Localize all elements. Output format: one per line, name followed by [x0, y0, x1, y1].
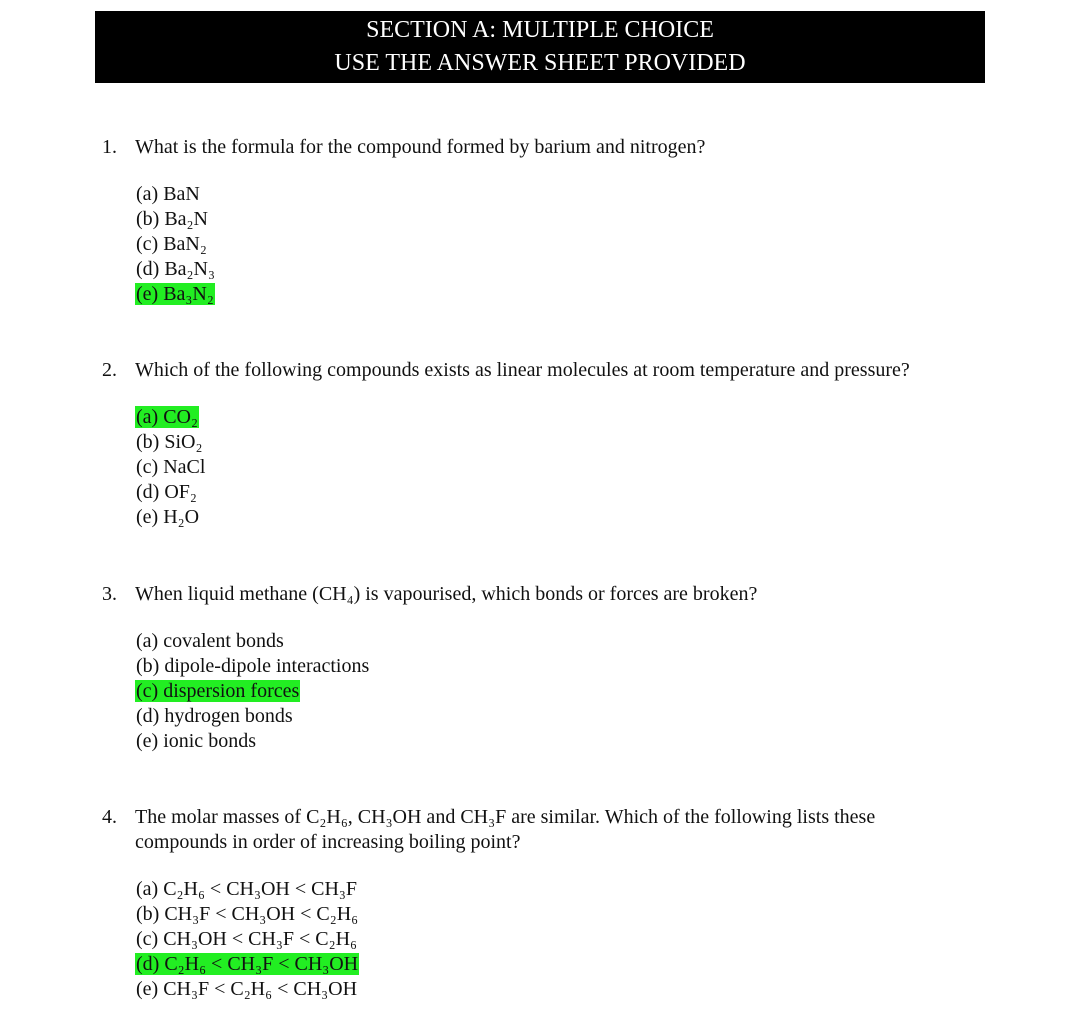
question-number: 4.	[102, 806, 117, 828]
question-3	[102, 582, 1002, 754]
option-a[interactable]	[135, 182, 1002, 207]
option-label: (e) Ba₃N₂	[136, 283, 214, 305]
option-b[interactable]	[135, 902, 1002, 927]
question-2	[102, 358, 1002, 530]
option-label: (c) dispersion forces	[136, 680, 300, 702]
option-b[interactable]	[135, 430, 1002, 455]
option-c[interactable]	[135, 455, 1002, 480]
question-text: The molar masses of C₂H₆, CH₃OH and CH₃F are similar. Which of the following lists these compounds in order of increasing boiling point?	[135, 806, 876, 853]
option-label: (d) Ba₂N₃	[136, 258, 215, 280]
option-label: (d) OF₂	[136, 481, 197, 503]
option-label: (a) BaN	[136, 183, 200, 205]
option-label: (b) Ba₂N	[136, 208, 208, 230]
option-label: (e) ionic bonds	[136, 730, 256, 752]
option-d[interactable]	[135, 704, 1002, 729]
option-label: (b) SiO₂	[136, 431, 203, 453]
option-d[interactable]	[135, 952, 1002, 977]
option-label: (c) NaCl	[136, 456, 206, 478]
option-e[interactable]	[135, 282, 1002, 307]
option-label: (d) C₂H₆ < CH₃F < CH₃OH	[136, 953, 359, 975]
question-text: What is the formula for the compound formed by barium and nitrogen?	[135, 136, 706, 158]
option-c[interactable]	[135, 232, 1002, 257]
option-label: (e) CH₃F < C₂H₆ < CH₃OH	[136, 978, 358, 1000]
option-label: (c) CH₃OH < CH₃F < C₂H₆	[136, 928, 358, 950]
option-list	[135, 877, 1002, 1002]
option-b[interactable]	[135, 654, 1002, 679]
option-list	[135, 629, 1002, 754]
option-list	[135, 182, 1002, 307]
option-a[interactable]	[135, 629, 1002, 654]
option-c[interactable]	[135, 927, 1002, 952]
option-label: (a) C₂H₆ < CH₃OH < CH₃F	[136, 878, 358, 900]
option-e[interactable]	[135, 977, 1002, 1002]
option-c[interactable]	[135, 679, 1002, 704]
section-title: SECTION A: MULTIPLE CHOICE	[366, 17, 714, 43]
option-list	[135, 405, 1002, 530]
option-label: (d) hydrogen bonds	[136, 705, 293, 727]
option-e[interactable]	[135, 505, 1002, 530]
question-number: 2.	[102, 359, 117, 381]
section-header	[95, 11, 985, 83]
question-text: When liquid methane (CH₄) is vapourised, which bonds or forces are broken?	[135, 583, 758, 605]
option-b[interactable]	[135, 207, 1002, 232]
option-label: (a) CO₂	[136, 406, 198, 428]
question-number: 3.	[102, 583, 117, 605]
question-4	[102, 805, 1002, 1002]
option-label: (b) dipole-dipole interactions	[136, 655, 370, 677]
option-d[interactable]	[135, 480, 1002, 505]
option-a[interactable]	[135, 405, 1002, 430]
option-d[interactable]	[135, 257, 1002, 282]
option-label: (c) BaN₂	[136, 233, 207, 255]
question-text: Which of the following compounds exists as linear molecules at room temperature and pressure?	[135, 359, 910, 381]
option-e[interactable]	[135, 729, 1002, 754]
option-label: (b) CH₃F < CH₃OH < C₂H₆	[136, 903, 359, 925]
section-instruction: USE THE ANSWER SHEET PROVIDED	[334, 50, 746, 76]
option-label: (e) H₂O	[136, 506, 200, 528]
question-number: 1.	[102, 136, 117, 158]
option-a[interactable]	[135, 877, 1002, 902]
question-1	[102, 135, 1002, 307]
option-label: (a) covalent bonds	[136, 630, 284, 652]
